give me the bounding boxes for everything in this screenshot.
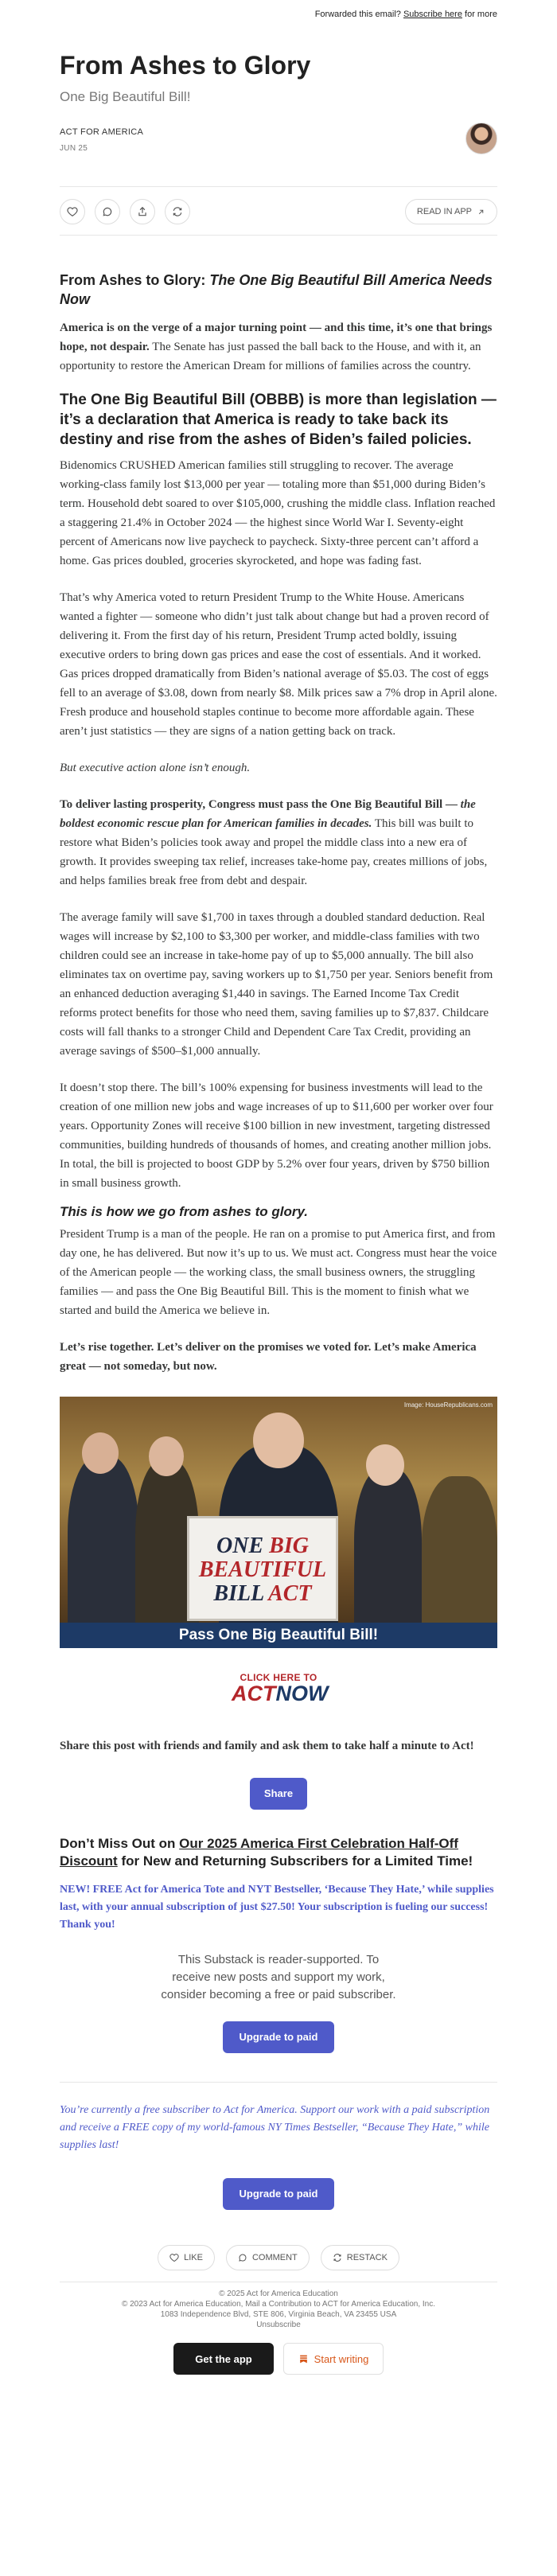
act-now-act: ACT — [232, 1682, 276, 1705]
external-link-icon — [477, 208, 485, 216]
paragraph-trump-return: That’s why America voted to return President Trump to the White House. Americans wanted a fighter — someone who didn’t just talk about change but had a proven record of delivering it. From the first day of his return, President Trump acted boldly, issuing executive orders to bring down gas prices and ease the cost of essentials. And it worked. Gas prices dropped dramatically from Biden’s national average of $5.03. The cost of eggs fell to an average of $3.08, down from nearly $8. Milk prices saw a 7% drop in April alone. Fresh produce and household staples continue to become more affordable again. These aren’t just statistics — they are signs of a nation getting back on track. — [60, 591, 497, 738]
hero-image[interactable] — [60, 1397, 497, 1648]
restack-icon — [333, 2253, 342, 2262]
person-far-right — [422, 1476, 497, 1647]
person-left2-head — [149, 1436, 184, 1476]
congress-bold: To deliver lasting prosperity, Congress must pass the One Big Beautiful Bill — — [60, 798, 458, 811]
podium-beautiful: BEAUTIFUL — [198, 1557, 327, 1582]
unsubscribe-link[interactable]: Unsubscribe — [256, 2321, 301, 2329]
bottom-cta — [60, 2343, 497, 2375]
paragraph-savings: The average family will save $1,700 in taxes through a doubled standard deduction. Real wages will increase by $2,100 to $3,300 per worker, and middle-class families with two children could see an increase in take-home pay of up to $5,000 annually. The bill also eliminates tax on overtime pay, saving workers up to $1,750 per year. Seniors benefit from an enhanced deduction averaging $1,440 in savings. The Earned Income Tax Credit reforms protect benefits for those who need them, saving families up to $7,837. Childcare costs will fall thanks to a stronger Child and Dependent Care Tax Credit, providing an average savings of $500–$1,000 annually. — [60, 911, 493, 1058]
post-heading-prefix: From Ashes to Glory: — [60, 272, 206, 288]
email-content — [60, 49, 497, 2375]
heart-icon — [169, 2253, 179, 2262]
restack-button[interactable] — [165, 199, 190, 224]
person-left-head — [82, 1432, 119, 1474]
comment-icon — [238, 2253, 247, 2262]
subscribe-link[interactable]: Subscribe here — [403, 10, 462, 19]
podium-act: ACT — [268, 1581, 312, 1606]
restack-pill[interactable] — [321, 2245, 399, 2270]
person-right — [354, 1468, 422, 1647]
heart-icon — [67, 206, 78, 217]
footer-copyright: © 2025 Act for America Education — [219, 2290, 338, 2298]
person-right-head — [366, 1444, 404, 1486]
forward-prefix: Forwarded this email? — [314, 10, 401, 19]
rise-together-bold: Let’s rise together. Let’s deliver on the promises we voted for. Let’s make America great — not someday, but now. — [60, 1341, 477, 1373]
read-in-app-label: READ IN APP — [416, 207, 472, 216]
act-now-line1: CLICK HERE TO — [240, 1672, 317, 1683]
podium-bill: BILL — [213, 1581, 264, 1606]
podium-big: BIG — [269, 1534, 309, 1558]
forward-bar — [0, 0, 557, 27]
author-name[interactable]: ACT FOR AMERICA — [60, 127, 144, 137]
forward-suffix: for more — [465, 10, 497, 19]
congress-bold-italic: the boldest economic rescue plan for American families in decades. — [60, 798, 476, 830]
intro-bold: America is on the verge of a major turning point — and this time, it’s one that brings hope, not despair. — [60, 322, 493, 353]
substack-logo-icon — [298, 2354, 309, 2364]
like-pill[interactable] — [158, 2245, 215, 2270]
restack-icon — [172, 206, 183, 217]
discount-link[interactable]: Our 2025 America First Celebration Half-Off Discount — [60, 1836, 458, 1869]
act-now-button[interactable] — [232, 1672, 329, 1709]
podium-one: ONE — [216, 1534, 264, 1558]
read-in-app-button[interactable] — [405, 199, 497, 224]
action-bar — [60, 186, 497, 236]
share-icon — [137, 206, 148, 217]
comment-button[interactable] — [95, 199, 120, 224]
speaker-head — [253, 1413, 304, 1468]
post-title[interactable]: From Ashes to Glory — [60, 51, 311, 80]
act-now-now: NOW — [275, 1682, 329, 1705]
start-writing-label: Start writing — [314, 2352, 369, 2365]
like-label: LIKE — [184, 2253, 203, 2262]
share-button[interactable]: Share — [250, 1778, 307, 1810]
discount-prefix: Don’t Miss Out on — [60, 1836, 176, 1851]
congress-rest: This bill was built to restore what Biden’s policies took away and propel the middle class into a new era of growth. It provides sweeping tax relief, increases take-home pay, creates millions of jobs, and helps families break free from debt and despair. — [60, 817, 488, 887]
footer — [60, 2282, 497, 2330]
paragraph-rise-together — [60, 1338, 497, 1376]
upgrade-to-paid-button-2[interactable]: Upgrade to paid — [223, 2178, 334, 2210]
paragraph-president: President Trump is a man of the people. He ran on a promise to put America first, and from day one, he has delivered. But now it’s up to us. We must act. Congress must hear the voice of the American people — the working class, the small business owners, the struggling families — and pass the One Big Beautiful Bill. This is the moment to finish what we started and build the America we believe in. — [60, 1228, 497, 1317]
like-button[interactable] — [60, 199, 85, 224]
podium-sign — [187, 1516, 338, 1621]
share-icon-button[interactable] — [130, 199, 155, 224]
post-heading-italic: The One Big Beautiful Bill America Needs Now — [60, 272, 493, 307]
image-credit: Image: HouseRepublicans.com — [403, 1401, 493, 1409]
share-prompt: Share this post with friends and family and ask them to take half a minute to Act! — [60, 1740, 474, 1752]
section-heading-obbb: The One Big Beautiful Bill (OBBB) is more than legislation — it’s a declaration that America is ready to take back its destiny and rise from the ashes of Biden’s failed policies. — [60, 392, 497, 448]
paragraph-bidenomics: Bidenomics CRUSHED American families still struggling to recover. The average working-class family lost $13,000 per year — totaling more than $51,000 during Biden’s term. Household debt soared to over $105,000, crushing the middle class. Inflation reached a staggering 21.4% in October 2024 — the highest since World War I. Seventy-eight percent of Americans now live paycheck to paycheck. Sixty-three percent can’t afford a home. Gas prices doubled, groceries skyrocketed, and hope was fading fast. — [60, 459, 496, 567]
discount-heading — [60, 1835, 497, 1870]
paragraph-congress — [60, 795, 497, 890]
executive-action-italic: But executive action alone isn’t enough. — [60, 762, 251, 774]
intro-paragraph — [60, 318, 497, 376]
restack-label: RESTACK — [346, 2253, 388, 2262]
section-heading-ashes-to-glory: This is how we go from ashes to glory. — [60, 1204, 309, 1219]
avatar[interactable] — [465, 123, 497, 154]
comment-icon — [102, 206, 113, 217]
comment-label: COMMENT — [251, 2253, 298, 2262]
start-writing-button[interactable] — [283, 2343, 384, 2375]
support-text: This Substack is reader-supported. To receive new posts and support my work, consider becoming a free or paid subscriber. — [161, 1953, 396, 2001]
post-date: JUN 25 — [60, 144, 88, 153]
discount-suffix: for New and Returning Subscribers for a Limited Time! — [121, 1853, 473, 1869]
free-subscriber-text: You’re currently a free subscriber to Act for America. Support our work with a paid subscription and receive a FREE copy of my world-famous NY Times Bestseller, “Because They Hate,” while supplies last! — [60, 2104, 490, 2151]
comment-pill[interactable] — [226, 2245, 310, 2270]
intro-rest: The Senate has just passed the ball back to the House, and with it, an opportunity to restore the American Dream for millions of families across the country. — [60, 341, 481, 372]
get-the-app-button[interactable]: Get the app — [173, 2343, 274, 2375]
engagement-bar — [60, 2245, 497, 2270]
paragraph-executive-action — [60, 758, 497, 777]
paragraph-jobs: It doesn’t stop there. The bill’s 100% expensing for business investments will lead to the creation of one million new jobs and wage increases of up to $11,600 per worker over four years. Opportunity Zones will receive $100 billion in new investment, targeting distressed communities, building hundreds of thousands of homes, and creating another million jobs. In total, the bill is projected to boost GDP by 5.2% over four years, driven by $750 billion in small business growth. — [60, 1081, 493, 1190]
promo-text: NEW! FREE Act for America Tote and NYT Bestseller, ‘Because They Hate,’ while supplies last, with your annual subscription of just $27.50! Your subscription is fueling our success! Thank you! — [60, 1884, 494, 1931]
post-subtitle: One Big Beautiful Bill! — [60, 89, 191, 104]
footer-org: © 2023 Act for America Education, Mail a Contribution to ACT for America Education, Inc. — [121, 2300, 436, 2309]
post-meta — [60, 127, 497, 167]
divider — [60, 2082, 497, 2083]
footer-address: 1083 Independence Blvd, STE 806, Virginia Beach, VA 23455 USA — [160, 2310, 397, 2319]
post-heading — [60, 271, 497, 309]
upgrade-to-paid-button[interactable]: Upgrade to paid — [223, 2021, 334, 2053]
hero-banner: Pass One Big Beautiful Bill! — [60, 1623, 497, 1648]
person-left — [68, 1456, 139, 1647]
